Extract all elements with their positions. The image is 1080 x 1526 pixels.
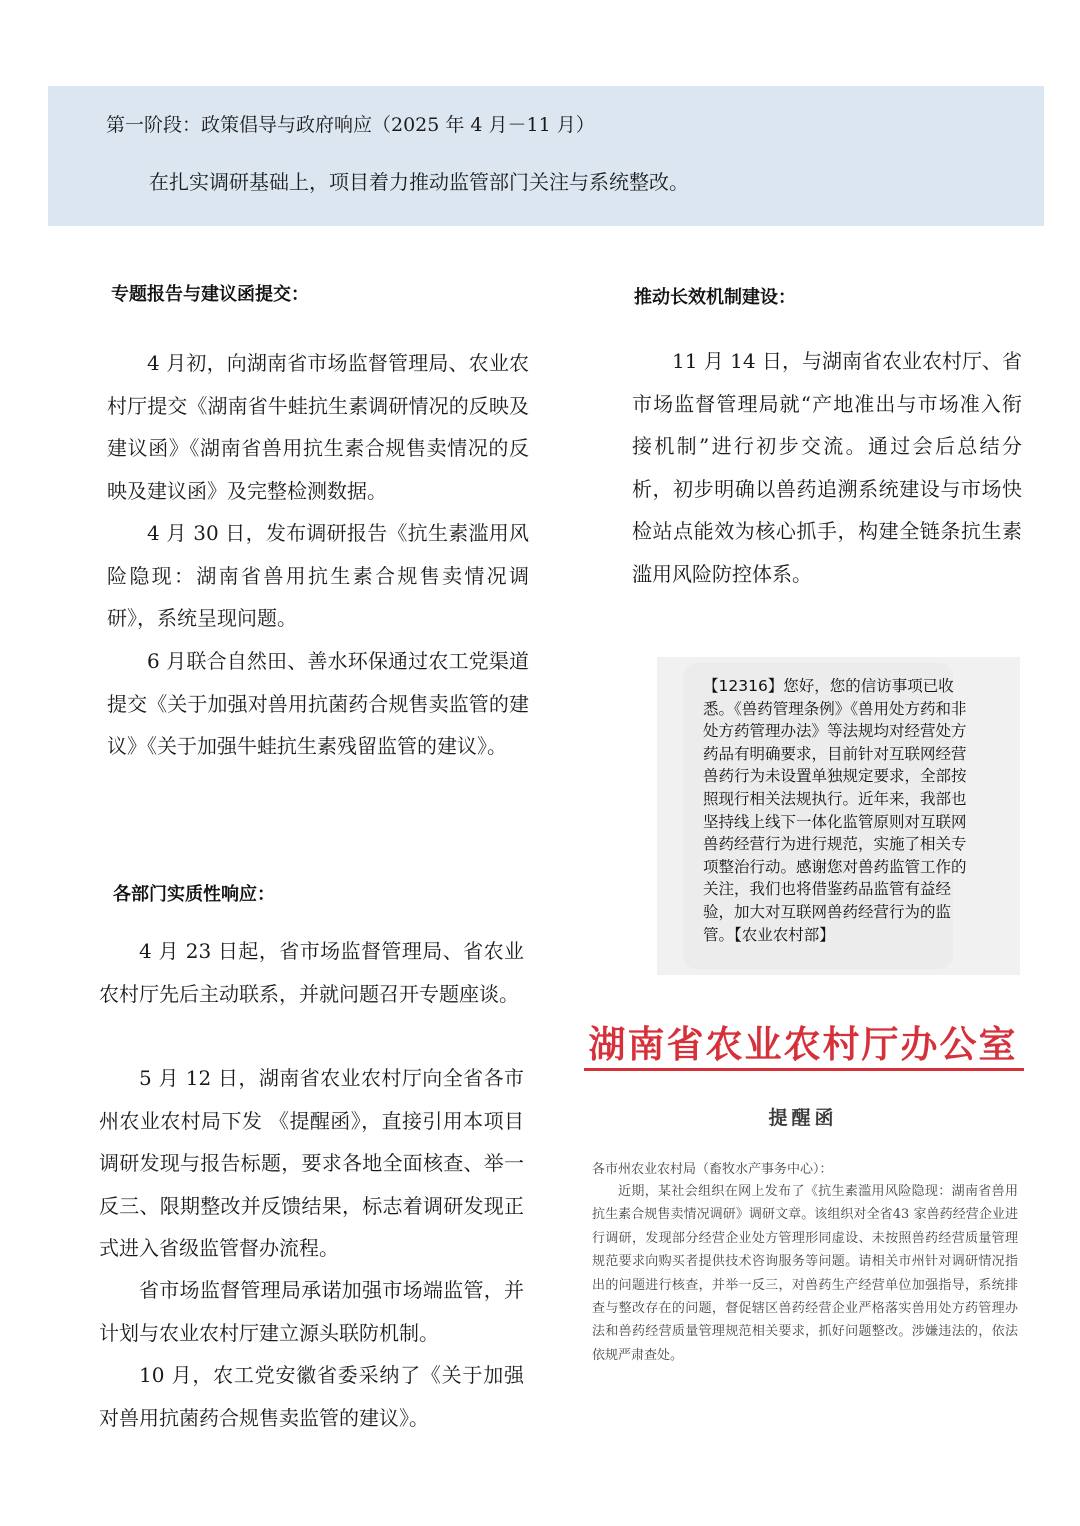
paragraph-report-1: 4 月初，向湖南省市场监督管理局、农业农村厅提交《湖南省牛蛙抗生素调研情况的反映及建议函》《湖南省兽用抗生素合规售卖情况的反映及建议函》及完整检测数据。 [107, 351, 529, 503]
stage-banner [48, 86, 1044, 226]
heading-department-response: 各部门实质性响应： [113, 884, 275, 905]
letter-body: 近期，某社会组织在网上发布了《抗生素滥用风险隐现：湖南省兽用抗生素合规售卖情况调研》调研文章。该组织对全省43 家兽药经营企业进行调研，发现部分经营企业处方管理形同虚设、未按照兽药经营质量管理规范要求向购买者提供技术咨询服务等问题。请相关市州针对调研情况指出的问题进行核查，并举一反三，对兽药生产经营单位加强指导，系统排查与整改存在的问题，督促辖区兽药经营企业严格落实兽用处方药管理办法和兽药经营质量管理规范相关要求，抓好问题整改。涉嫌违法的，依法依规严肃查处。 [592, 1184, 1018, 1363]
letter-org-name: 湖南省农业农村厅办公室 [588, 1022, 1018, 1066]
paragraph-response-3: 省市场监督管理局承诺加强市场端监管，并计划与农业农村厅建立源头联防机制。 [99, 1278, 524, 1345]
heading-long-term-mechanism: 推动长效机制建设： [634, 287, 796, 308]
paragraph-report-3: 6 月联合自然田、善水环保通过农工党渠道提交《关于加强对兽用抗菌药合规售卖监管的建议》《关于加强牛蛙抗生素残留监管的建议》。 [107, 649, 529, 758]
sms-screenshot [657, 657, 1020, 975]
paragraph-report-2: 4 月 30 日，发布调研报告《抗生素滥用风险隐现：湖南省兽用抗生素合规售卖情况调研》，系统呈现问题。 [107, 521, 529, 630]
heading-report-submission: 专题报告与建议函提交： [111, 284, 309, 305]
paragraph-response-4: 10 月，农工党安徽省委采纳了《关于加强对兽用抗菌药合规售卖监管的建议》。 [99, 1363, 524, 1430]
letter-red-rule [584, 1068, 1024, 1071]
paragraph-mechanism-1: 11 月 14 日，与湖南省农业农村厅、省市场监督管理局就“产地准出与市场准入衔接机制”进行初步交流。通过会后总结分析，初步明确以兽药追溯系统建设与市场快检站点能效为核心抓手，构建全链条抗生素滥用风险防控体系。 [632, 349, 1022, 586]
paragraph-response-1: 4 月 23 日起，省市场监督管理局、省农业农村厅先后主动联系，并就问题召开专题座谈。 [99, 939, 524, 1006]
stage-title: 第一阶段：政策倡导与政府响应（2025 年 4 月－11 月） [106, 114, 595, 136]
letter-title: 提醒函 [768, 1107, 838, 1129]
reminder-letter [580, 1000, 1026, 1400]
sms-message: 【12316】您好，您的信访事项已收悉。《兽药管理条例》《兽用处方药和非处方药管理办法》等法规均对经营处方药品有明确要求，目前针对互联网经营兽药行为未设置单独规定要求，全部按照现行相关法规执行。近年来，我部也坚持线上线下一体化监管原则对互联网兽药经营行为进行规范，实施了相关专项整治行动。感谢您对兽药监管工作的关注，我们也将借鉴药品监管有益经验，加大对互联网兽药经营行为的监管。【农业农村部】 [703, 677, 967, 944]
stage-intro: 在扎实调研基础上，项目着力推动监管部门关注与系统整改。 [149, 170, 689, 194]
letter-salutation: 各市州农业农村局（畜牧水产事务中心）： [592, 1162, 833, 1177]
paragraph-response-2: 5 月 12 日，湖南省农业农村厅向全省各市州农业农村局下发 《提醒函》，直接引用本项目调研发现与报告标题，要求各地全面核查、举一反三、限期整改并反馈结果，标志着调研发现正式进入省级监管督办流程。 [99, 1066, 524, 1260]
